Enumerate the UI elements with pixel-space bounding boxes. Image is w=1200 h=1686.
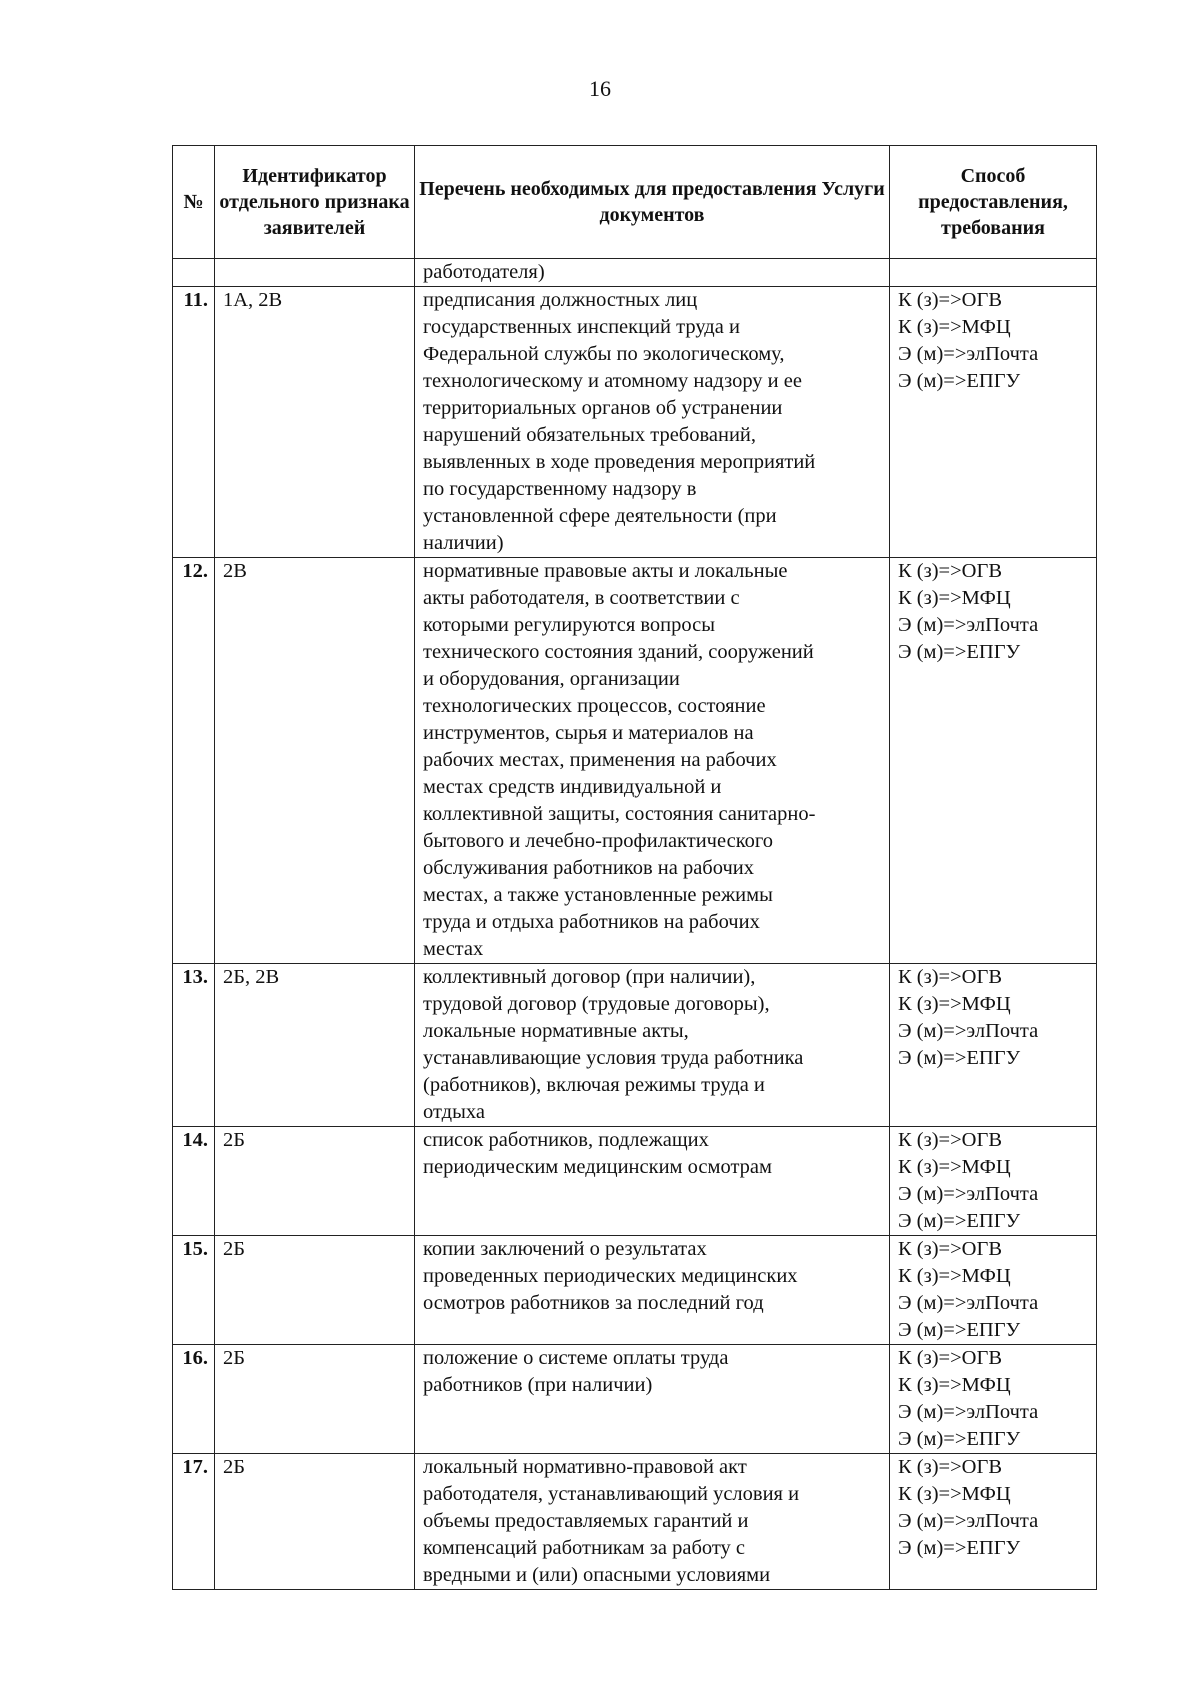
cell-identifier: 2Б, 2В [215, 964, 415, 1127]
document-line: предписания должностных лиц [423, 289, 698, 311]
method-line: К (з)=>ОГВ [898, 1347, 1003, 1369]
method-line: К (з)=>ОГВ [898, 1129, 1003, 1151]
document-line: работодателя, устанавливающий условия и [423, 1483, 800, 1505]
cell-documents [415, 558, 890, 964]
document-line: технологических процессов, состояние [423, 695, 766, 717]
method-line: К (з)=>МФЦ [898, 1156, 1011, 1178]
method-line: К (з)=>МФЦ [898, 316, 1011, 338]
cell-documents [415, 1127, 890, 1236]
document-line: объемы предоставляемых гарантий и [423, 1510, 749, 1532]
cell-identifier: 2Б [215, 1236, 415, 1345]
cell-method [890, 1236, 1097, 1345]
method-line: К (з)=>ОГВ [898, 966, 1003, 988]
method-line: Э (м)=>элПочта [898, 1510, 1039, 1532]
method-line: К (з)=>МФЦ [898, 587, 1011, 609]
method-line: К (з)=>ОГВ [898, 1238, 1003, 1260]
table-row [173, 287, 1097, 558]
method-line: К (з)=>МФЦ [898, 1483, 1011, 1505]
document-line: Федеральной службы по экологическому, [423, 343, 785, 365]
method-line: К (з)=>МФЦ [898, 1374, 1011, 1396]
document-line: труда и отдыха работников на рабочих [423, 911, 760, 933]
document-line: нарушений обязательных требований, [423, 424, 757, 446]
document-line: государственных инспекций труда и [423, 316, 740, 338]
cell-identifier: 2В [215, 558, 415, 964]
cell-identifier [215, 259, 415, 287]
document-line: выявленных в ходе проведения мероприятий [423, 451, 816, 473]
cell-documents [415, 1345, 890, 1454]
document-line: коллективной защиты, состояния санитарно- [423, 803, 816, 825]
cell-method [890, 287, 1097, 558]
cell-number: 16. [173, 1345, 215, 1454]
document-line: список работников, подлежащих [423, 1129, 709, 1151]
cell-method [890, 259, 1097, 287]
cell-documents: работодателя) [415, 259, 890, 287]
cell-identifier: 2Б [215, 1345, 415, 1454]
document-line: копии заключений о результатах [423, 1238, 707, 1260]
cell-method [890, 558, 1097, 964]
header-method: Способ предоставления, требования [890, 146, 1097, 259]
table-row [173, 964, 1097, 1127]
method-line: Э (м)=>элПочта [898, 343, 1039, 365]
table-row [173, 558, 1097, 964]
method-line: Э (м)=>элПочта [898, 1401, 1039, 1423]
method-line: Э (м)=>элПочта [898, 614, 1039, 636]
method-line: К (з)=>ОГВ [898, 560, 1003, 582]
method-line: К (з)=>ОГВ [898, 289, 1003, 311]
method-line: Э (м)=>ЕПГУ [898, 1319, 1021, 1341]
method-line: Э (м)=>элПочта [898, 1020, 1039, 1042]
document-line: технологическому и атомному надзору и ее [423, 370, 802, 392]
document-line: положение о системе оплаты труда [423, 1347, 729, 1369]
document-line: территориальных органов об устранении [423, 397, 783, 419]
document-line: обслуживания работников на рабочих [423, 857, 754, 879]
cell-number: 17. [173, 1454, 215, 1590]
cell-documents [415, 1454, 890, 1590]
cell-method [890, 1345, 1097, 1454]
document-line: местах средств индивидуальной и [423, 776, 722, 798]
document-line: установленной сфере деятельности (при [423, 505, 777, 527]
header-number: № [173, 146, 215, 259]
cell-number: 13. [173, 964, 215, 1127]
table-row [173, 1454, 1097, 1590]
header-documents: Перечень необходимых для предоставления Услуги документов [415, 146, 890, 259]
document-line: бытового и лечебно-профилактического [423, 830, 774, 852]
cell-method [890, 1454, 1097, 1590]
document-line: вредными и (или) опасными условиями [423, 1564, 771, 1586]
cell-number: 15. [173, 1236, 215, 1345]
method-line: Э (м)=>элПочта [898, 1183, 1039, 1205]
cell-identifier: 2Б [215, 1454, 415, 1590]
method-line: К (з)=>МФЦ [898, 1265, 1011, 1287]
cell-number: 11. [173, 287, 215, 558]
document-line: локальные нормативные акты, [423, 1020, 689, 1042]
document-line: трудовой договор (трудовые договоры), [423, 993, 770, 1015]
method-line: Э (м)=>ЕПГУ [898, 1047, 1021, 1069]
method-line: Э (м)=>ЕПГУ [898, 1428, 1021, 1450]
method-line: Э (м)=>ЕПГУ [898, 641, 1021, 663]
document-line: по государственному надзору в [423, 478, 697, 500]
cell-documents [415, 1236, 890, 1345]
document-line: коллективный договор (при наличии), [423, 966, 756, 988]
document-line: периодическим медицинским осмотрам [423, 1156, 772, 1178]
document-line: работников (при наличии) [423, 1374, 653, 1396]
method-line: Э (м)=>ЕПГУ [898, 1537, 1021, 1559]
cell-number [173, 259, 215, 287]
document-line: локальный нормативно-правовой акт [423, 1456, 747, 1478]
document-line: местах, а также установленные режимы [423, 884, 773, 906]
cell-number: 12. [173, 558, 215, 964]
cell-documents [415, 964, 890, 1127]
document-line: акты работодателя, в соответствии с [423, 587, 740, 609]
cell-documents [415, 287, 890, 558]
document-line: которыми регулируются вопросы [423, 614, 716, 636]
document-line: осмотров работников за последний год [423, 1292, 764, 1314]
cell-identifier: 2Б [215, 1127, 415, 1236]
document-line: местах [423, 938, 484, 960]
document-line: рабочих местах, применения на рабочих [423, 749, 777, 771]
method-line: К (з)=>МФЦ [898, 993, 1011, 1015]
table-row-continuation [173, 259, 1097, 287]
method-line: Э (м)=>ЕПГУ [898, 370, 1021, 392]
document-line: инструментов, сырья и материалов на [423, 722, 754, 744]
method-line: К (з)=>ОГВ [898, 1456, 1003, 1478]
cell-number: 14. [173, 1127, 215, 1236]
document-line: и оборудования, организации [423, 668, 680, 690]
document-line: нормативные правовые акты и локальные [423, 560, 788, 582]
document-line: устанавливающие условия труда работника [423, 1047, 804, 1069]
document-line: технического состояния зданий, сооружений [423, 641, 814, 663]
document-line: компенсаций работникам за работу с [423, 1537, 746, 1559]
document-line: отдыха [423, 1101, 485, 1123]
document-line: (работников), включая режимы труда и [423, 1074, 765, 1096]
documents-table [172, 145, 1097, 1590]
cell-identifier: 1А, 2В [215, 287, 415, 558]
cell-method [890, 964, 1097, 1127]
table-row [173, 1345, 1097, 1454]
cell-method [890, 1127, 1097, 1236]
method-line: Э (м)=>ЕПГУ [898, 1210, 1021, 1232]
method-line: Э (м)=>элПочта [898, 1292, 1039, 1314]
header-identifier: Идентификатор отдельного признака заявителей [215, 146, 415, 259]
document-line: наличии) [423, 532, 504, 554]
table-row [173, 1236, 1097, 1345]
document-line: проведенных периодических медицинских [423, 1265, 798, 1287]
table-header-row [173, 146, 1097, 259]
table-row [173, 1127, 1097, 1236]
page-number: 16 [589, 76, 611, 101]
